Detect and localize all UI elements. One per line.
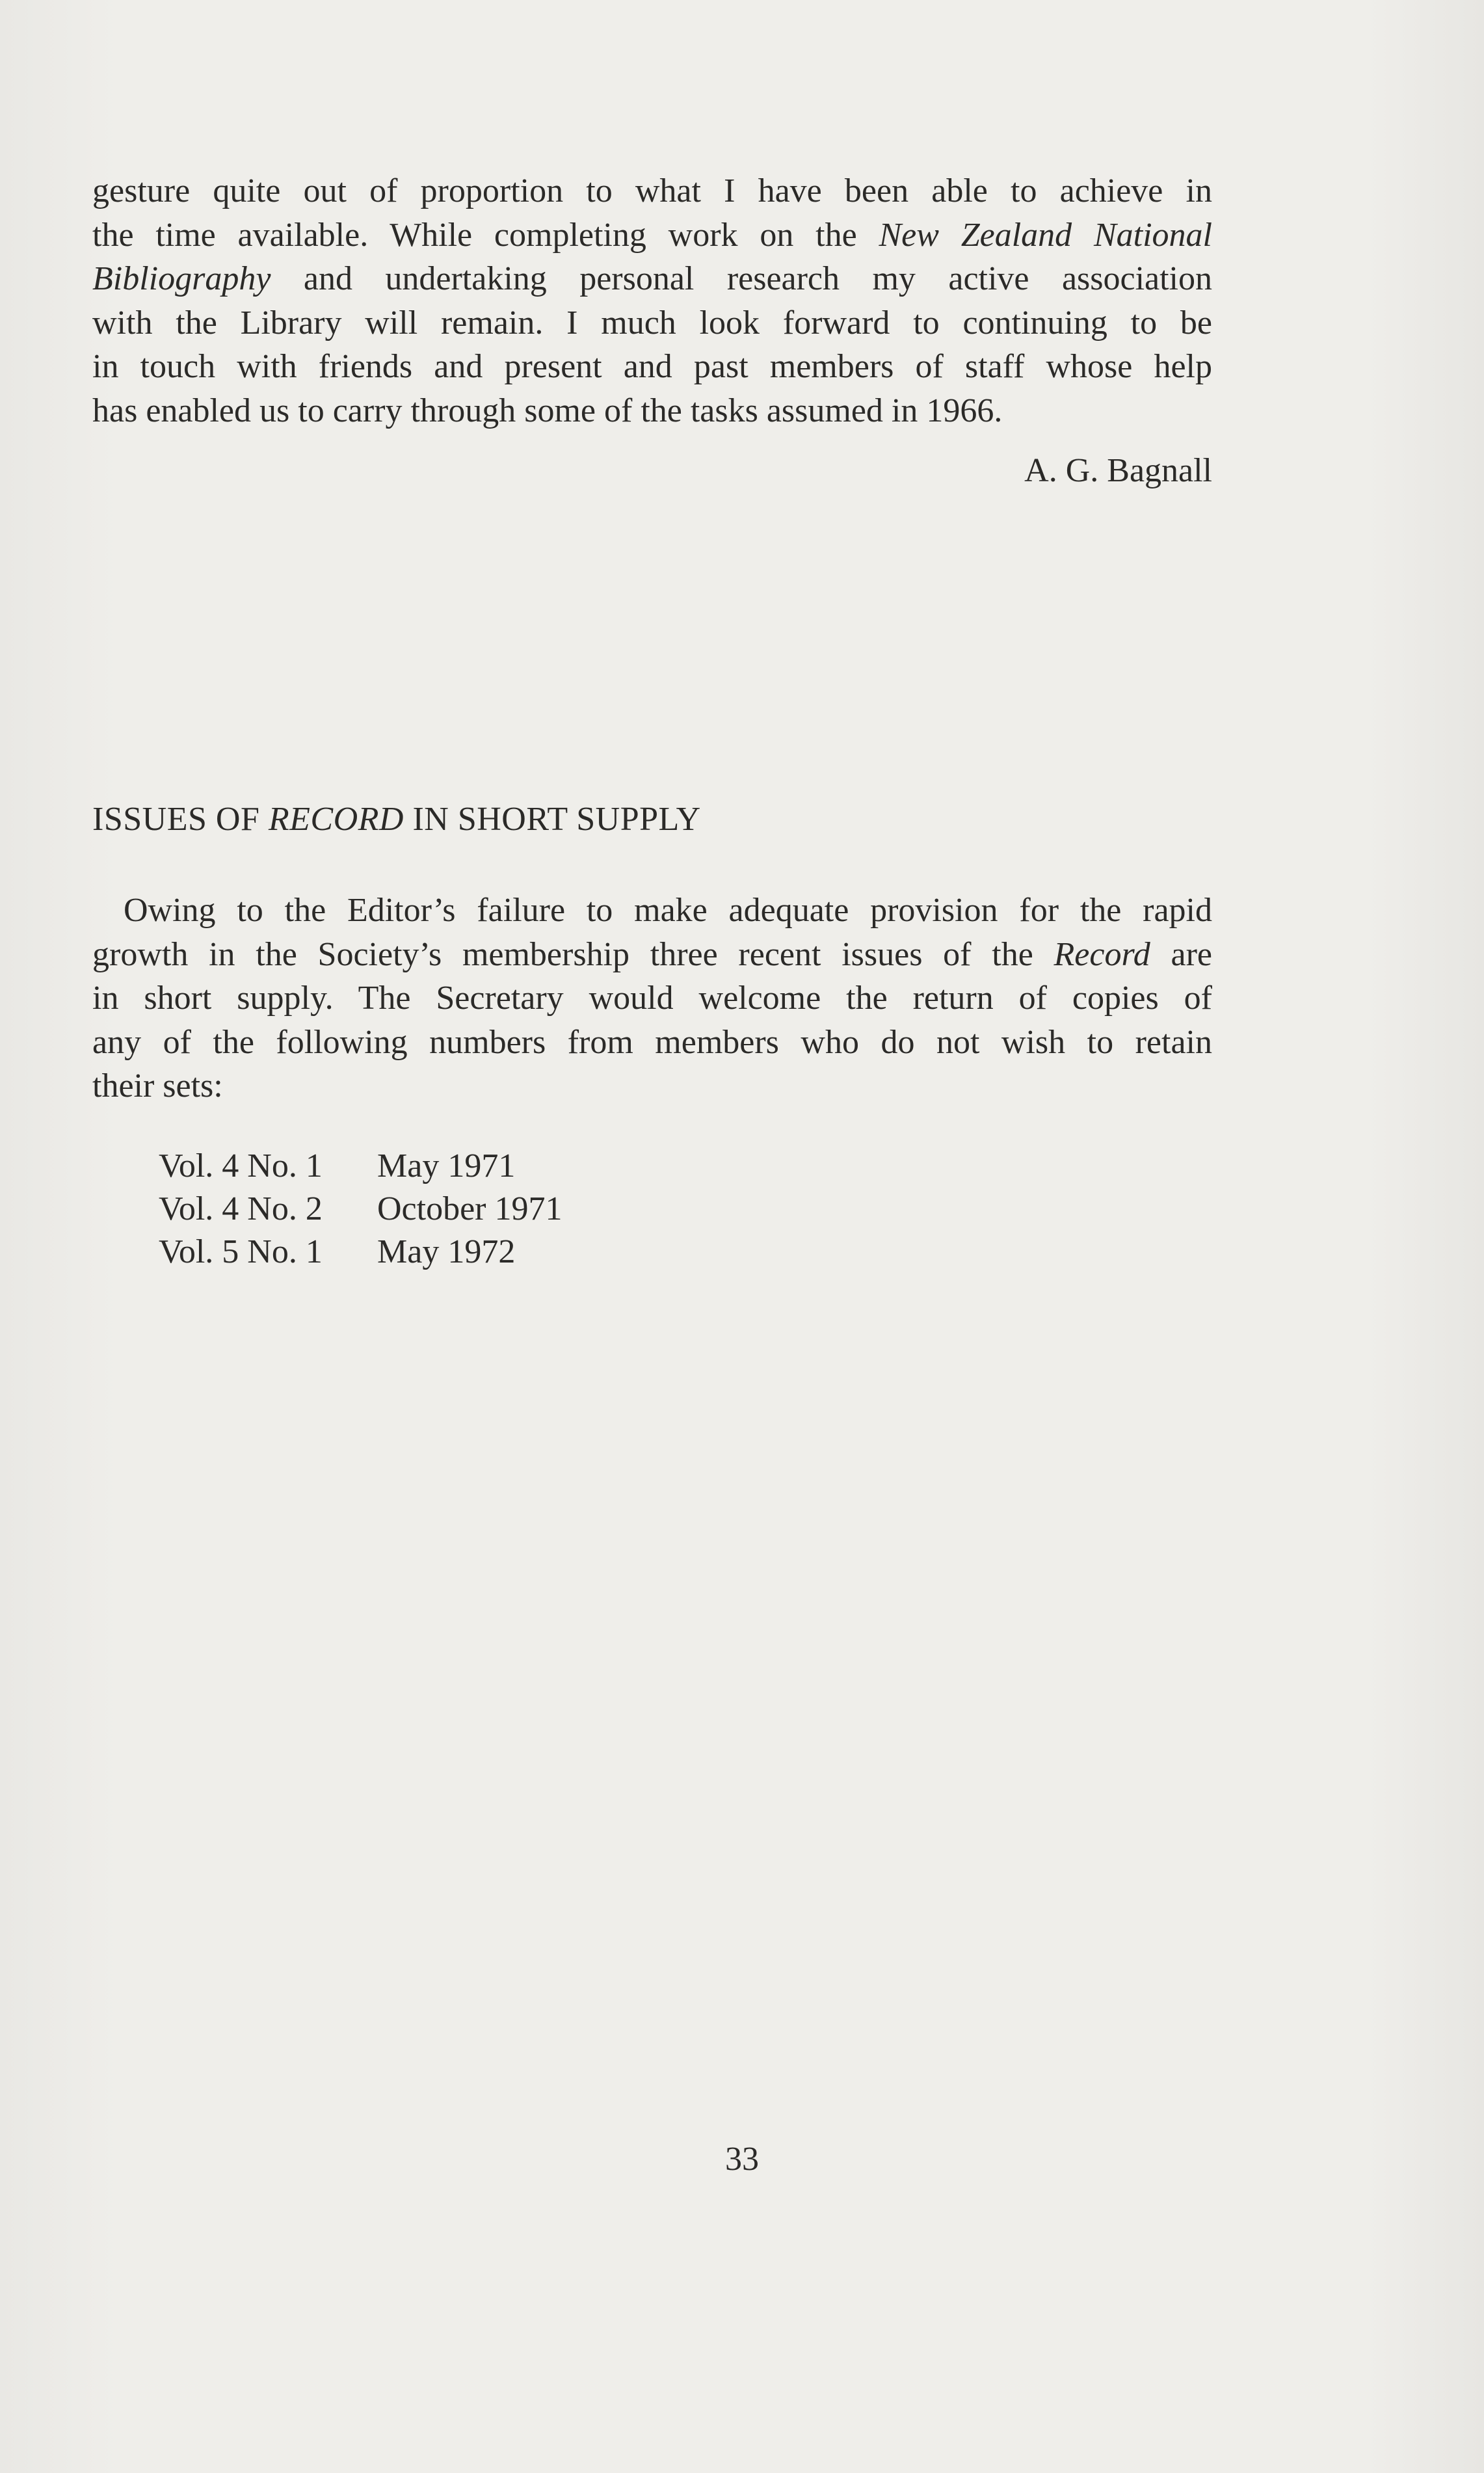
issue-row bbox=[159, 1231, 562, 1274]
paragraph-line: their sets: bbox=[92, 1067, 223, 1104]
author-signature: A. G. Bagnall bbox=[1024, 452, 1212, 489]
publication-title: New Zealand National bbox=[879, 216, 1213, 254]
bleed-through-text bbox=[0, 1665, 1484, 1743]
paragraph-line: growth in the Society’s membership three recent issues of the Record are bbox=[92, 935, 1212, 973]
paragraph-line: any of the following numbers from members who do not wish to retain bbox=[92, 1023, 1212, 1061]
paragraph-line: with the Library will remain. I much look forward to continuing to be bbox=[92, 304, 1212, 341]
paragraph-line: Owing to the Editor’s failure to make adequate provision for the rapid bbox=[124, 892, 1212, 929]
issue-date: May 1972 bbox=[377, 1233, 516, 1270]
issue-volume: Vol. 4 No. 1 bbox=[159, 1147, 323, 1184]
journal-title: Record bbox=[1053, 935, 1150, 973]
issues-list bbox=[159, 1145, 562, 1274]
section-heading: ISSUES OF RECORD IN SHORT SUPPLY bbox=[92, 801, 701, 838]
publication-title: Bibliography bbox=[92, 260, 271, 297]
opening-paragraph bbox=[92, 169, 1212, 433]
paragraph-line: has enabled us to carry through some of the tasks assumed in 1966. bbox=[92, 392, 1003, 429]
section-paragraph bbox=[92, 889, 1212, 1108]
paragraph-line: the time available. While completing work on the New Zealand National bbox=[92, 216, 1213, 254]
issue-volume: Vol. 5 No. 1 bbox=[159, 1233, 323, 1270]
paragraph-line: Bibliography and undertaking personal research my active association bbox=[92, 260, 1212, 297]
page-number: 33 bbox=[725, 2141, 759, 2178]
paragraph-line: gesture quite out of proportion to what I have been able to achieve in bbox=[92, 172, 1212, 209]
issue-date: May 1971 bbox=[377, 1147, 516, 1184]
issue-row bbox=[159, 1145, 562, 1188]
issue-date: October 1971 bbox=[377, 1190, 563, 1227]
issue-row bbox=[159, 1188, 562, 1231]
paragraph-line: in short supply. The Secretary would welcome the return of copies of bbox=[92, 980, 1212, 1017]
paragraph-line: in touch with friends and present and past members of staff whose help bbox=[92, 348, 1212, 385]
issue-volume: Vol. 4 No. 2 bbox=[159, 1190, 323, 1227]
